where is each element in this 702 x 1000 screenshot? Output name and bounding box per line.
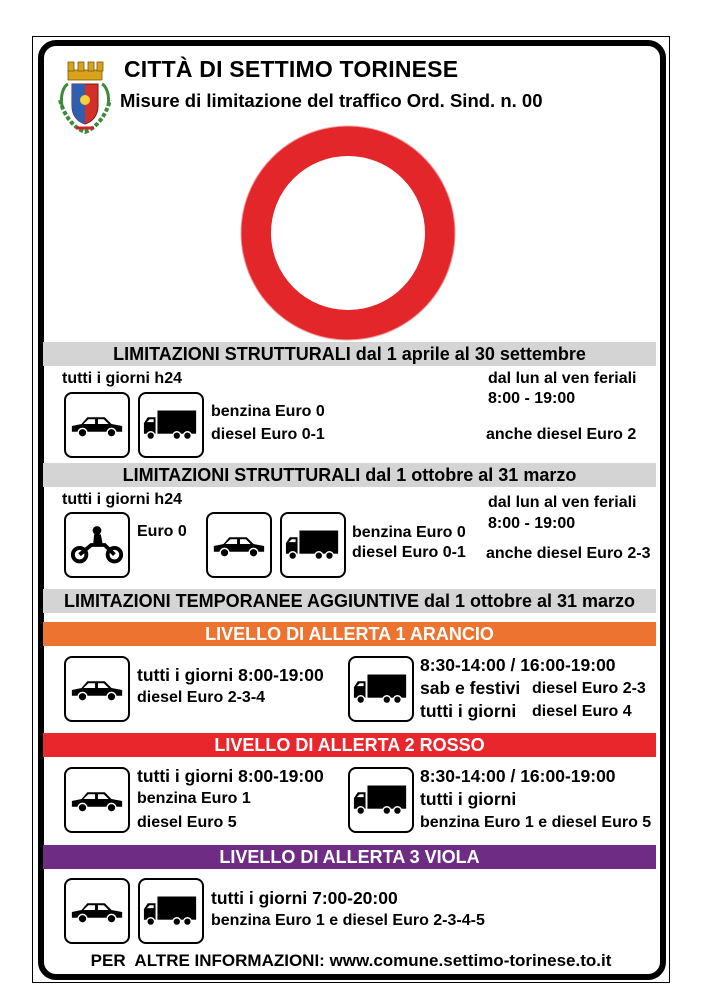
car-icon (68, 669, 126, 709)
section2-right-when: dal lun al ven feriali (488, 494, 637, 511)
section1-right-extra: anche diesel Euro 2 (486, 426, 637, 443)
truck-icon (142, 405, 200, 445)
truck-box (348, 656, 414, 722)
no-vehicles-sign-icon (240, 125, 456, 341)
car-icon (68, 405, 126, 445)
section2-moto-label: Euro 0 (137, 523, 187, 540)
truck-box (138, 392, 204, 458)
truck-icon (352, 669, 410, 709)
section2-right-hours: 8:00 - 19:00 (488, 515, 576, 532)
truck-box (348, 767, 414, 833)
car-box (64, 878, 130, 944)
truck-box (280, 512, 346, 578)
level2-truck-hours: 8:30-14:00 / 16:00-19:00 (420, 766, 616, 786)
level2-car-what1: benzina Euro 1 (137, 790, 251, 807)
section2-left-when: tutti i giorni h24 (62, 491, 182, 508)
page-title: CITTÀ DI SETTIMO TORINESE (124, 56, 459, 82)
section1-right-when: dal lun al ven feriali (488, 370, 637, 387)
section2-band: LIMITAZIONI STRUTTURALI dal 1 ottobre al 31 marzo (43, 463, 656, 487)
level2-truck-what: benzina Euro 1 e diesel Euro 5 (420, 814, 652, 831)
car-box (64, 392, 130, 458)
level3-band: LIVELLO DI ALLERTA 3 VIOLA (43, 845, 656, 869)
coat-of-arms-icon (54, 56, 116, 138)
section1-line1: benzina Euro 0 (211, 403, 325, 420)
moto-box (64, 512, 130, 578)
level2-car-what2: diesel Euro 5 (137, 814, 237, 831)
car-icon (68, 780, 126, 820)
truck-icon (352, 780, 410, 820)
level1-truck-what1: diesel Euro 2-3 (532, 680, 646, 697)
car-box (64, 767, 130, 833)
section1-right-hours: 8:00 - 19:00 (488, 390, 576, 407)
level1-truck-what2: diesel Euro 4 (532, 703, 632, 720)
page-subtitle: Misure di limitazione del traffico Ord. Sind. n. 00 (120, 90, 543, 111)
car-icon (210, 525, 268, 565)
level1-band: LIVELLO DI ALLERTA 1 ARANCIO (43, 622, 656, 646)
section3-band: LIMITAZIONI TEMPORANEE AGGIUNTIVE dal 1 ottobre al 31 marzo (43, 589, 656, 613)
level1-truck-hours: 8:30-14:00 / 16:00-19:00 (420, 655, 616, 675)
section1-line2: diesel Euro 0-1 (211, 426, 325, 443)
level2-truck-days: tutti i giorni (420, 789, 517, 809)
section1-band: LIMITAZIONI STRUTTURALI dal 1 aprile al 30 settembre (43, 342, 656, 366)
truck-icon (142, 891, 200, 931)
level1-car-when: tutti i giorni 8:00-19:00 (137, 665, 324, 685)
footer-info (0, 951, 702, 971)
car-box (206, 512, 272, 578)
car-icon (68, 891, 126, 931)
car-box (64, 656, 130, 722)
truck-icon (284, 525, 342, 565)
level1-car-what: diesel Euro 2-3-4 (137, 689, 266, 706)
footer-text: PER ALTRE INFORMAZIONI: www.comune.settimo-torinese.to.it (90, 951, 612, 970)
section1-left-when: tutti i giorni h24 (62, 370, 182, 387)
section2-line1: benzina Euro 0 (352, 524, 466, 541)
level1-truck-days2: tutti i giorni (420, 701, 517, 721)
level3-what: benzina Euro 1 e diesel Euro 2-3-4-5 (211, 912, 485, 929)
section2-right-extra: anche diesel Euro 2-3 (486, 545, 651, 562)
level1-truck-days1: sab e festivi (420, 678, 521, 698)
level2-car-when: tutti i giorni 8:00-19:00 (137, 766, 324, 786)
motorcycle-icon (68, 525, 126, 565)
truck-box (138, 878, 204, 944)
level3-when: tutti i giorni 7:00-20:00 (211, 888, 398, 908)
section2-line2: diesel Euro 0-1 (352, 544, 466, 561)
level2-band: LIVELLO DI ALLERTA 2 ROSSO (43, 733, 656, 757)
